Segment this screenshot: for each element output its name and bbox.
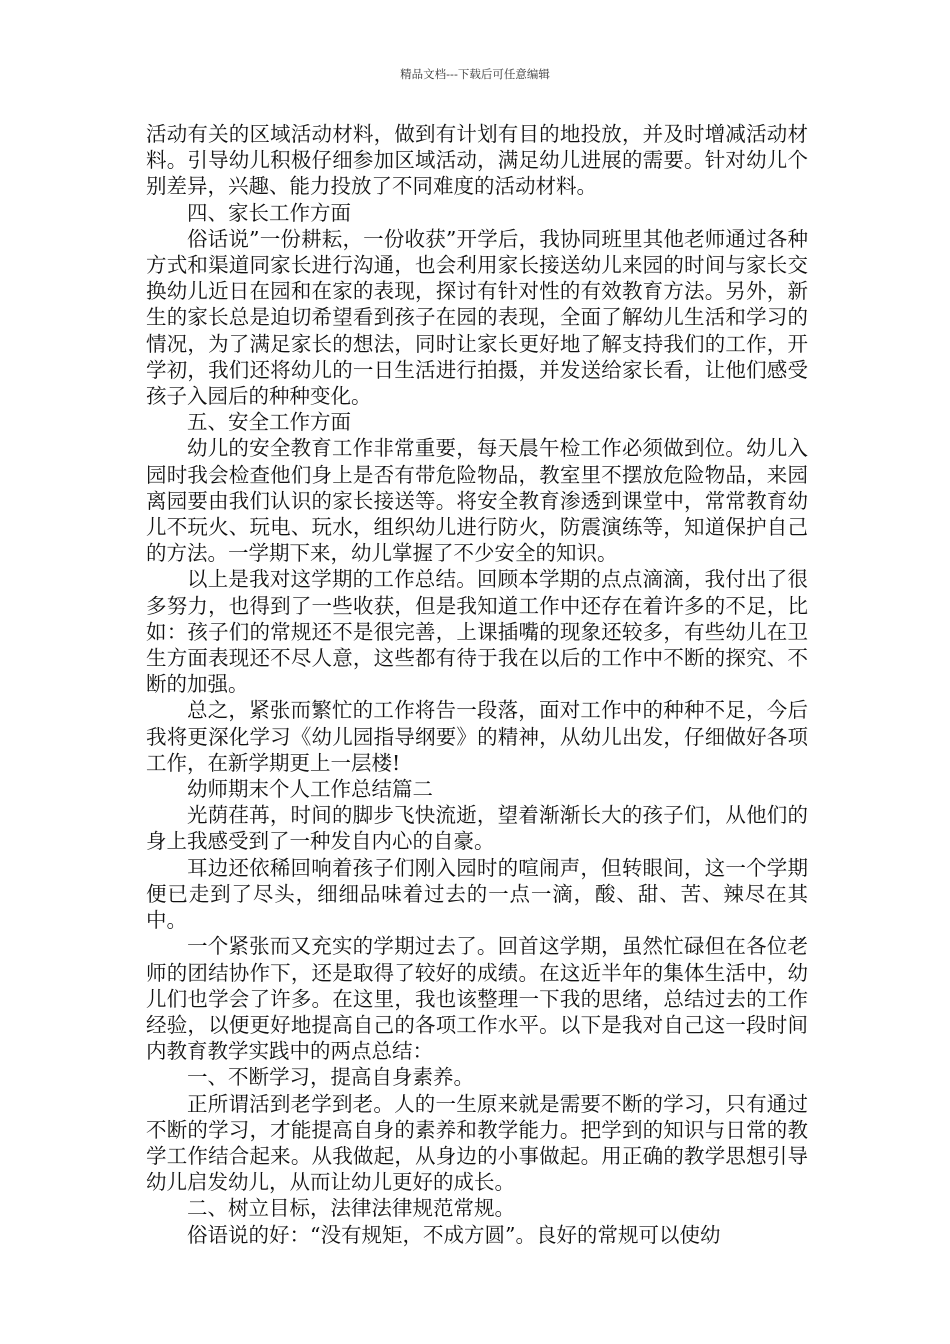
paragraph-learning: 正所谓活到老学到老。人的一生原来就是需要不断的学习，只有通过不断的学习，才能提高自身的素养和教学能力。把学到的知识与日常的教学工作结合起来。从我做起，从身边的小事做起。用正确的教学思想引导幼儿启发幼儿，从而让幼儿更好的成长。	[146, 1091, 808, 1195]
article-title-part-two: 幼师期末个人工作总结篇二	[187, 777, 433, 802]
paragraph-conclusion: 总之，紧张而繁忙的工作将告一段落，面对工作中的种种不足，今后我将更深化学习《幼儿园指导纲要》的精神，从幼儿出发，仔细做好各项工作，在新学期更上一层楼!	[146, 698, 808, 775]
document-body	[146, 121, 808, 1248]
section-heading-parents: 四、家长工作方面	[187, 200, 351, 225]
paragraph-summary: 以上是我对这学期的工作总结。回顾本学期的点点滴滴，我付出了很多努力，也得到了一些收获，但是我知道工作中还存在着许多的不足，比如：孩子们的常规还不是很完善，上课插嘴的现象还较多，有些幼儿在卫生方面表现还不尽人意，这些都有待于我在以后的工作中不断的探究、不断的加强。	[146, 567, 808, 697]
paragraph-continuation: 活动有关的区域活动材料，做到有计划有目的地投放，并及时增减活动材料。引导幼儿积极仔细参加区域活动，满足幼儿进展的需要。针对幼儿个别差异，兴趣、能力投放了不同难度的活动材料。	[146, 122, 808, 199]
header-note: 精品文档---下载后可任意编辑	[400, 67, 550, 81]
paragraph-intro-3: 一个紧张而又充实的学期过去了。回首这学期，虽然忙碌但在各位老师的团结协作下，还是取得了较好的成绩。在这近半年的集体生活中，幼儿们也学会了许多。在这里，我也该整理一下我的思绪，总结过去的工作经验，以便更好地提高自己的各项工作水平。以下是我对自己这一段时间内教育教学实践中的两点总结：	[146, 934, 808, 1064]
paragraph-parents: 俗话说”一份耕耘，一份收获”开学后，我协同班里其他老师通过各种方式和渠道同家长进行沟通，也会利用家长接送幼儿来园的时间与家长交换幼儿近日在园和在家的表现，探讨有针对性的有效教育方法。另外，新生的家长总是迫切希望看到孩子在园的表现，全面了解幼儿生活和学习的情况，为了满足家长的想法，同时让家长更好地了解支持我们的工作，开学初，我们还将幼儿的一日生活进行拍摄，并发送给家长看，让他们感受孩子入园后的种种变化。	[146, 226, 808, 409]
paragraph-rules: 俗语说的好：“没有规矩，不成方圆”。良好的常规可以使幼	[187, 1222, 721, 1247]
section-heading-rules: 二、树立目标，法律法律规范常规。	[187, 1196, 515, 1221]
paragraph-intro-2: 耳边还依稀回响着孩子们刚入园时的喧闹声，但转眼间，这一个学期便已走到了尽头，细细品味着过去的一点一滴，酸、甜、苦、辣尽在其中。	[146, 855, 808, 933]
section-heading-learning: 一、不断学习，提高自身素养。	[187, 1065, 474, 1090]
paragraph-safety: 幼儿的安全教育工作非常重要，每天晨午检工作必须做到位。幼儿入园时我会检查他们身上是否有带危险物品，教室里不摆放危险物品，来园离园要由我们认识的家长接送等。将安全教育渗透到课堂中，常常教育幼儿不玩火、玩电、玩水，组织幼儿进行防火，防震演练等，知道保护自己的方法。一学期下来，幼儿掌握了不少安全的知识。	[146, 436, 808, 566]
section-heading-safety: 五、安全工作方面	[187, 410, 351, 435]
paragraph-intro-1: 光荫荏苒，时间的脚步飞快流逝，望着渐渐长大的孩子们，从他们的身上我感受到了一种发自内心的自豪。	[146, 803, 808, 854]
